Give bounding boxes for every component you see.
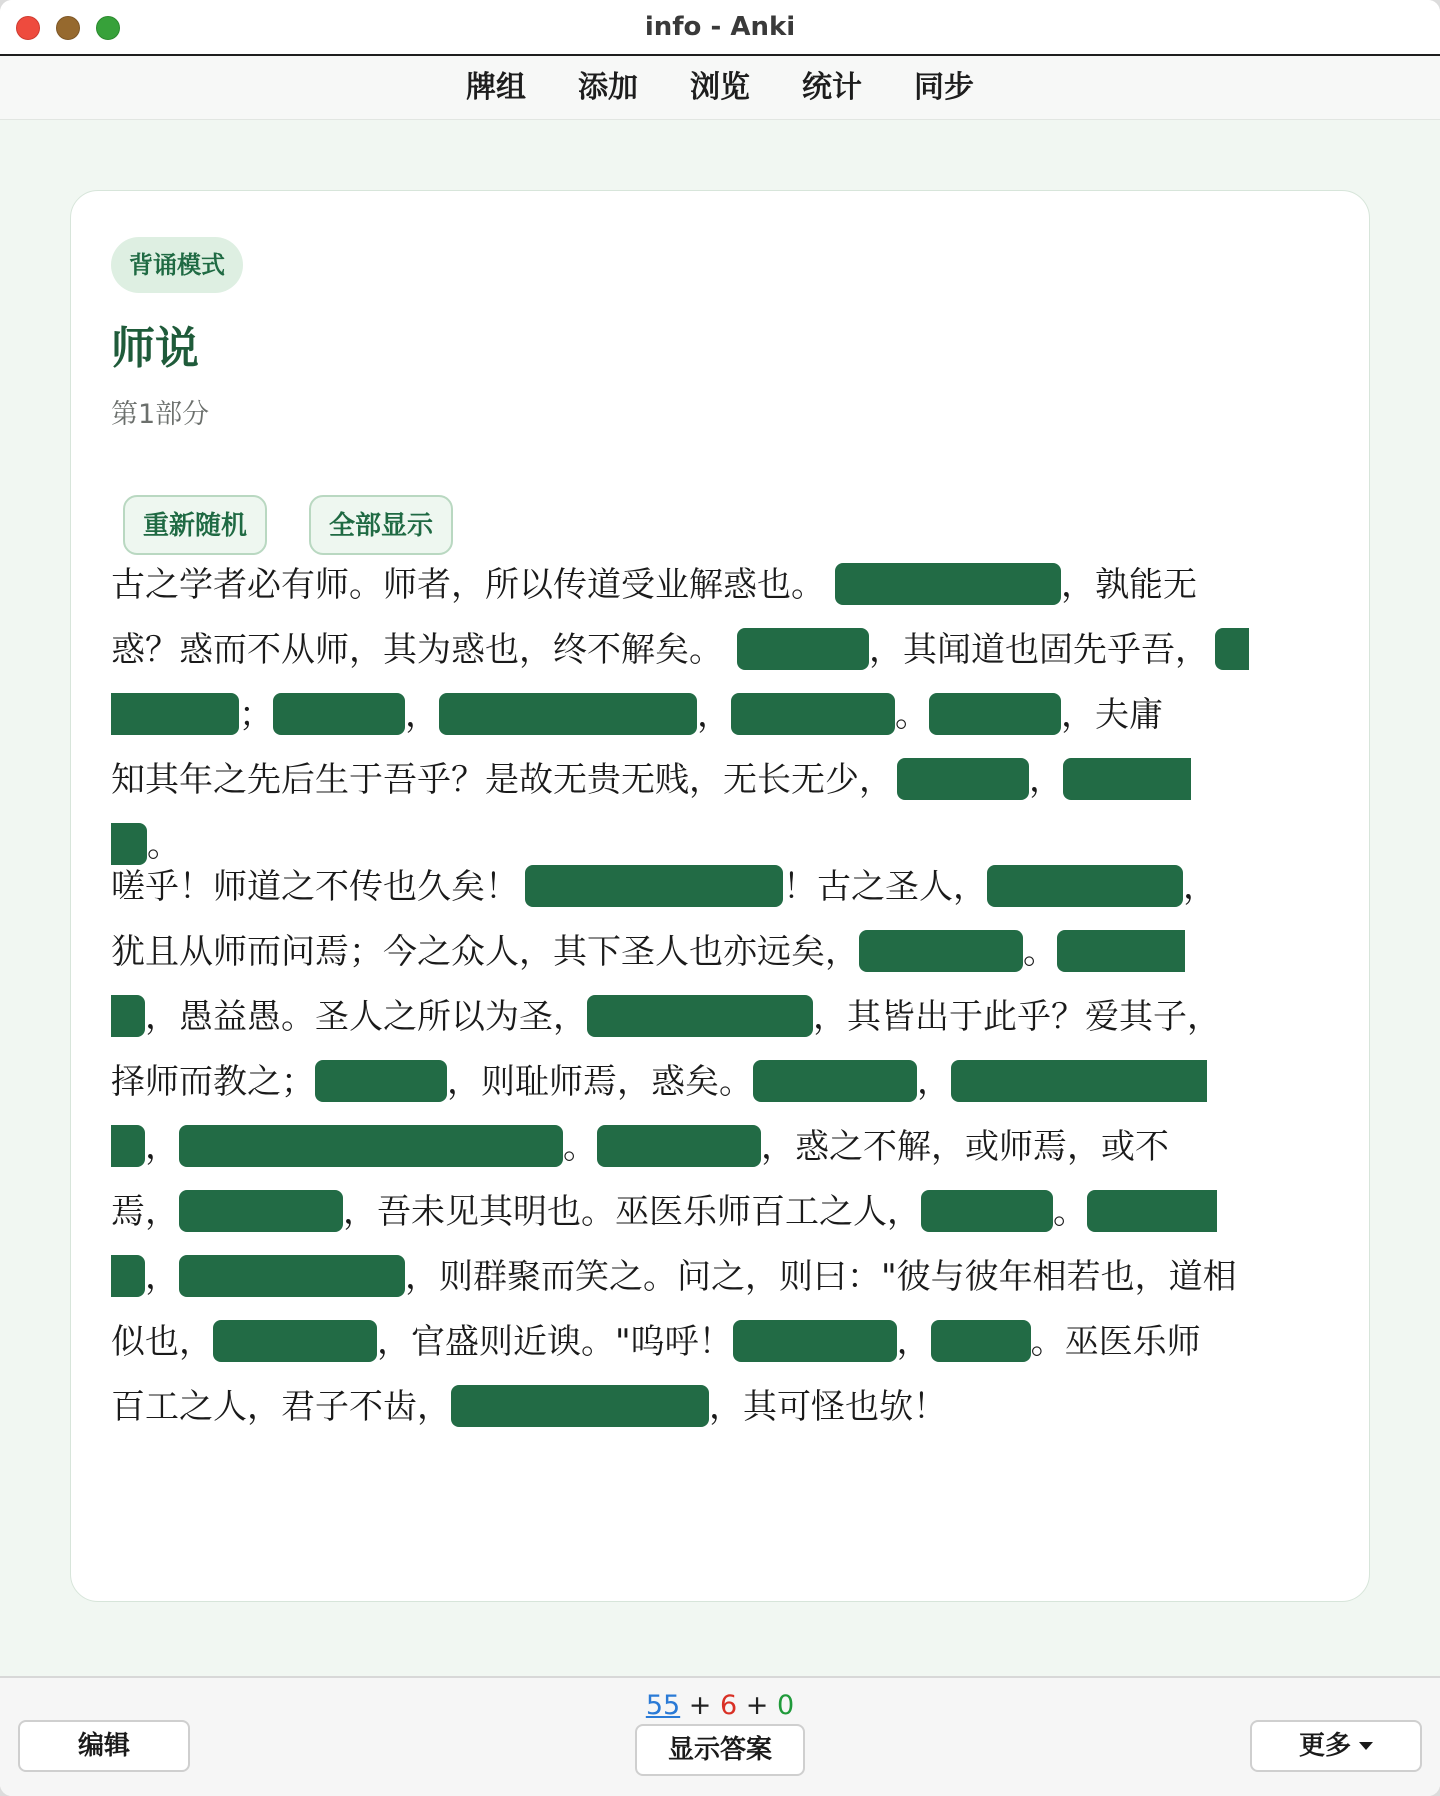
cloze-blank[interactable] — [987, 865, 1183, 907]
text-segment: 嗟乎！师道之不传也久矣！ — [111, 867, 519, 907]
text-segment: 。巫医乐师 — [1030, 1322, 1201, 1362]
cloze-blank[interactable] — [753, 1060, 917, 1102]
card — [70, 190, 1370, 1602]
new-count[interactable]: 55 — [645, 1690, 681, 1721]
text-segment: 择师而教之； — [111, 1062, 315, 1102]
text-line — [111, 1245, 1341, 1310]
text-segment: ，惑之不解，或师焉，或不 — [761, 1127, 1169, 1167]
text-line — [111, 920, 1341, 985]
cloze-blank[interactable] — [1057, 930, 1185, 972]
cloze-blank[interactable] — [859, 930, 1023, 972]
cloze-blank[interactable] — [439, 693, 697, 735]
text-segment: ，夫庸 — [1061, 695, 1163, 735]
text-segment: 似也， — [111, 1322, 213, 1362]
text-segment: ，官盛则近谀。"呜呼！ — [377, 1322, 733, 1362]
text-segment: ， — [896, 1322, 931, 1362]
cloze-blank[interactable] — [1063, 758, 1191, 800]
text-line — [111, 553, 1341, 618]
reviewer-area — [0, 120, 1440, 1676]
text-segment: 惑？惑而不从师，其为惑也，终不解矣。 — [111, 630, 723, 670]
show-all-button[interactable]: 全部显示 — [309, 495, 453, 555]
cloze-blank[interactable] — [213, 1320, 377, 1362]
edit-button[interactable]: 编辑 — [18, 1720, 190, 1772]
text-segment: ，则耻师焉，惑矣。 — [447, 1062, 753, 1102]
cloze-blank[interactable] — [587, 995, 813, 1037]
cloze-blank[interactable] — [179, 1125, 563, 1167]
reshuffle-button[interactable]: 重新随机 — [123, 495, 267, 555]
text-segment: 。 — [895, 695, 929, 735]
text-segment: 百工之人，君子不齿， — [111, 1387, 451, 1427]
bottom-bar — [0, 1676, 1440, 1796]
cloze-blank[interactable] — [737, 628, 869, 670]
text-line — [111, 1310, 1341, 1375]
card-title: 师说 — [111, 323, 199, 374]
text-segment: ， — [697, 695, 731, 735]
cloze-blank[interactable] — [315, 1060, 447, 1102]
text-line — [111, 985, 1341, 1050]
cloze-blank[interactable] — [451, 1385, 709, 1427]
text-segment: ，吾未见其明也。巫医乐师百工之人， — [343, 1192, 921, 1232]
plus-sign: + — [745, 1690, 769, 1721]
text-line — [111, 1180, 1341, 1245]
cloze-blank[interactable] — [273, 693, 405, 735]
learn-count: 6 — [719, 1690, 738, 1721]
text-segment: ， — [917, 1062, 951, 1102]
title-bar — [0, 0, 1440, 56]
card-subtitle: 第1部分 — [111, 399, 210, 430]
text-segment: 。 — [147, 825, 181, 865]
caret-down-icon — [1359, 1742, 1373, 1750]
text-segment: ， — [145, 1257, 179, 1297]
main-toolbar — [0, 56, 1440, 120]
text-segment: ， — [405, 695, 439, 735]
cloze-blank[interactable] — [731, 693, 895, 735]
cloze-blank[interactable] — [525, 865, 783, 907]
text-segment: 。 — [1023, 932, 1057, 972]
cloze-blank[interactable] — [179, 1190, 343, 1232]
text-line — [111, 683, 1341, 748]
text-segment: 。 — [563, 1127, 597, 1167]
cloze-blank[interactable] — [111, 995, 145, 1037]
text-segment: ，孰能无 — [1061, 565, 1197, 605]
text-line — [111, 1050, 1341, 1115]
toolbar-sync[interactable]: 同步 — [914, 70, 974, 105]
toolbar-add[interactable]: 添加 — [578, 70, 638, 105]
text-line — [111, 1375, 1341, 1440]
plus-sign: + — [688, 1690, 712, 1721]
review-count: 0 — [776, 1690, 795, 1721]
text-segment: ， — [1029, 760, 1063, 800]
more-label: 更多 — [1298, 1731, 1351, 1761]
text-line — [111, 1115, 1341, 1180]
paragraph-2 — [111, 855, 1341, 1440]
window-title: info - Anki — [644, 12, 796, 42]
toolbar-decks[interactable]: 牌组 — [466, 70, 526, 105]
cloze-blank[interactable] — [835, 563, 1061, 605]
show-answer-button[interactable]: 显示答案 — [635, 1724, 805, 1776]
text-segment: ，愚益愚。圣人之所以为圣， — [145, 997, 587, 1037]
cloze-blank[interactable] — [897, 758, 1029, 800]
text-segment: 。 — [1053, 1192, 1087, 1232]
cloze-blank[interactable] — [921, 1190, 1053, 1232]
text-line — [111, 748, 1341, 813]
text-segment: ，其可怪也欤！ — [709, 1387, 947, 1427]
cloze-blank[interactable] — [111, 1255, 145, 1297]
text-line — [111, 855, 1341, 920]
cloze-blank[interactable] — [1215, 628, 1249, 670]
cloze-blank[interactable] — [1087, 1190, 1217, 1232]
cloze-blank[interactable] — [597, 1125, 761, 1167]
text-segment: ，其闻道也固先乎吾， — [869, 630, 1209, 670]
toolbar-browse[interactable]: 浏览 — [690, 70, 750, 105]
paragraph-1 — [111, 553, 1341, 878]
text-segment: 知其年之先后生于吾乎？是故无贵无贱，无长无少， — [111, 760, 893, 800]
cloze-blank[interactable] — [733, 1320, 897, 1362]
text-segment: ； — [239, 695, 273, 735]
cloze-blank[interactable] — [929, 693, 1061, 735]
toolbar-stats[interactable]: 统计 — [802, 70, 862, 105]
text-segment: ！古之圣人， — [783, 867, 987, 907]
text-segment: ， — [145, 1127, 179, 1167]
due-counts — [0, 1690, 1440, 1722]
text-segment: 犹且从师而问焉；今之众人，其下圣人也亦远矣， — [111, 932, 859, 972]
cloze-blank[interactable] — [179, 1255, 405, 1297]
text-line — [111, 618, 1341, 683]
cloze-blank[interactable] — [111, 1125, 145, 1167]
more-button[interactable] — [1250, 1720, 1422, 1772]
text-segment: ，其皆出于此乎？爱其子， — [813, 997, 1221, 1037]
cloze-blank[interactable] — [951, 1060, 1207, 1102]
text-segment: 古之学者必有师。师者，所以传道受业解惑也。 — [111, 565, 825, 605]
cloze-blank[interactable] — [931, 1320, 1031, 1362]
mode-badge: 背诵模式 — [111, 237, 243, 293]
text-segment: ，则群聚而笑之。问之，则曰："彼与彼年相若也，道相 — [405, 1257, 1237, 1297]
cloze-blank[interactable] — [111, 693, 239, 735]
text-segment: 焉， — [111, 1192, 179, 1232]
text-segment: ， — [1183, 867, 1217, 907]
